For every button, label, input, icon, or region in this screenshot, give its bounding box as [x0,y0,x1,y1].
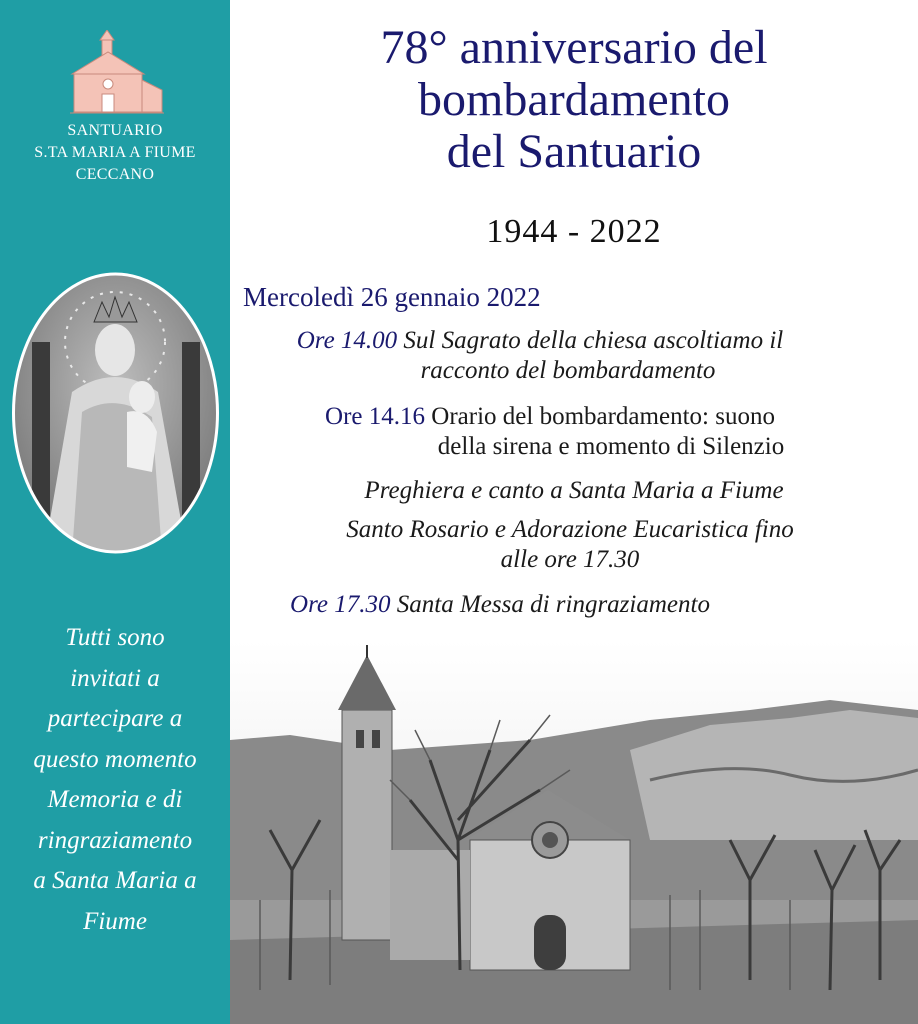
event-time: Ore 17.30 [290,591,391,618]
event-time: Ore 14.16 [325,403,426,430]
invitation-text [10,618,220,942]
years-range: 1944 - 2022 [486,213,662,250]
event-desc-2: racconto del bombardamento [420,357,716,384]
invite-line: invitati a [70,664,160,692]
invite-line: Tutti sono [65,624,165,651]
event-desc: Santa Messa di ringraziamento [396,591,710,618]
event-desc: Orario del bombardamento: suono [431,403,775,430]
event-desc-2: della sirena e momento di Silenzio [437,433,785,460]
title-line: del Santuario [446,125,702,178]
event-desc: Sul Sagrato della chiesa ascoltiamo il [403,327,784,354]
title-line: bombardamento [418,73,730,126]
invite-line: questo momento [33,745,197,773]
event-desc: Santo Rosario e Adorazione Eucaristica fino [346,516,794,543]
event-desc: Preghiera e canto a Santa Maria a Fiume [364,477,784,504]
invite-line: partecipare a [47,705,183,732]
event-date: Mercoledì 26 gennaio 2022 [243,282,541,312]
sanctuary-line: S.TA MARIA A FIUME [34,144,196,161]
title-line: 78° anniversario del [380,21,768,74]
sidebar [0,0,230,1024]
event-time: Ore 14.00 [296,327,398,354]
invite-line: Fiume [83,907,147,935]
sanctuary-line: CECCANO [75,166,155,183]
sanctuary-line: SANTUARIO [67,122,163,139]
event-item [245,402,855,462]
madonna-portrait [12,272,219,554]
invite-line: a Santa Maria a [33,867,197,894]
invite-line: Memoria e di [47,786,183,813]
church-photo [230,640,918,1024]
invite-line: ringraziamento [37,826,193,854]
event-item [270,515,870,575]
sanctuary-name [0,120,230,186]
page-title [230,22,918,178]
event-item [240,590,760,620]
event-item [240,326,840,386]
church-logo-icon [66,30,166,116]
event-item [230,476,918,506]
event-desc-2: alle ore 17.30 [500,546,640,573]
